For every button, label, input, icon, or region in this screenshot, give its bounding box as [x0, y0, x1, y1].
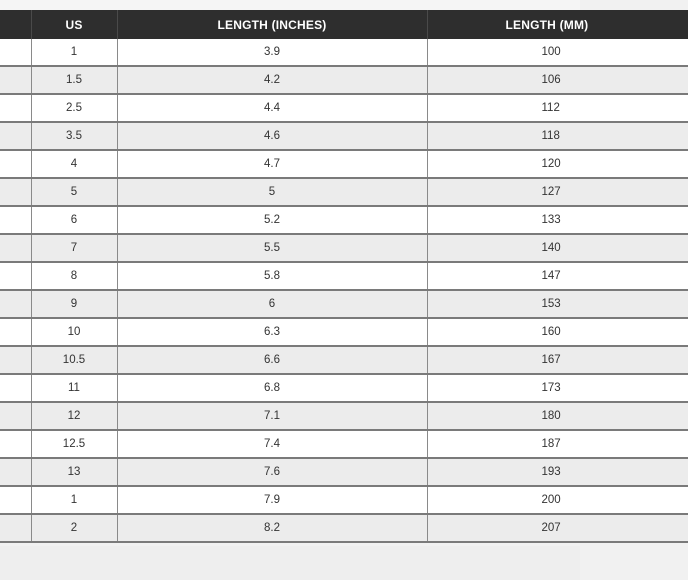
row-cell-size-cropped — [0, 514, 31, 542]
header-cell-size-cropped — [0, 10, 31, 39]
table-row — [0, 262, 688, 290]
row-cell-us: 1.5 — [31, 66, 117, 94]
size-table-viewport — [0, 10, 589, 546]
row-cell-length-mm: 133 — [427, 206, 688, 234]
row-cell-us: 9 — [31, 290, 117, 318]
table-row — [0, 150, 688, 178]
row-cell-length-mm: 118 — [427, 122, 688, 150]
row-cell-length-mm: 127 — [427, 178, 688, 206]
row-cell-us: 12 — [31, 402, 117, 430]
row-cell-length-mm: 106 — [427, 66, 688, 94]
header-row — [0, 10, 688, 39]
row-cell-size-cropped — [0, 39, 31, 66]
row-cell-length-inches: 6 — [117, 290, 427, 318]
row-cell-us: 2.5 — [31, 94, 117, 122]
table-row — [0, 402, 688, 430]
table-row — [0, 374, 688, 402]
row-cell-size-cropped — [0, 318, 31, 346]
row-cell-us: 5 — [31, 178, 117, 206]
row-cell-us: 4 — [31, 150, 117, 178]
table-row — [0, 514, 688, 542]
row-cell-length-mm: 173 — [427, 374, 688, 402]
header-length-mm: LENGTH (MM) — [427, 10, 688, 39]
row-cell-length-inches: 6.6 — [117, 346, 427, 374]
row-cell-us: 10 — [31, 318, 117, 346]
row-cell-length-inches: 5.8 — [117, 262, 427, 290]
row-cell-us: 13 — [31, 458, 117, 486]
row-cell-us: 10.5 — [31, 346, 117, 374]
table-row — [0, 39, 688, 66]
row-cell-length-inches: 7.9 — [117, 486, 427, 514]
table-row — [0, 458, 688, 486]
row-cell-size-cropped — [0, 346, 31, 374]
row-cell-size-cropped — [0, 94, 31, 122]
table-row — [0, 178, 688, 206]
row-cell-length-mm: 100 — [427, 39, 688, 66]
row-cell-length-mm: 160 — [427, 318, 688, 346]
row-cell-length-inches: 7.6 — [117, 458, 427, 486]
row-cell-us: 7 — [31, 234, 117, 262]
row-cell-us: 6 — [31, 206, 117, 234]
row-cell-length-inches: 4.6 — [117, 122, 427, 150]
table-row — [0, 94, 688, 122]
table-row — [0, 66, 688, 94]
row-cell-length-inches: 6.8 — [117, 374, 427, 402]
bottom-margin — [0, 546, 580, 580]
row-cell-us: 12.5 — [31, 430, 117, 458]
row-cell-length-mm: 180 — [427, 402, 688, 430]
table-row — [0, 430, 688, 458]
table-row — [0, 486, 688, 514]
row-cell-us: 11 — [31, 374, 117, 402]
header-us: US — [31, 10, 117, 39]
row-cell-size-cropped — [0, 66, 31, 94]
row-cell-length-mm: 167 — [427, 346, 688, 374]
table-row — [0, 122, 688, 150]
row-cell-size-cropped — [0, 178, 31, 206]
row-cell-length-mm: 140 — [427, 234, 688, 262]
row-cell-length-mm: 200 — [427, 486, 688, 514]
row-cell-us: 2 — [31, 514, 117, 542]
row-cell-length-mm: 120 — [427, 150, 688, 178]
header-length-inches: LENGTH (INCHES) — [117, 10, 427, 39]
row-cell-length-inches: 4.2 — [117, 66, 427, 94]
row-cell-size-cropped — [0, 206, 31, 234]
table-row — [0, 234, 688, 262]
row-cell-length-inches: 7.1 — [117, 402, 427, 430]
table-row — [0, 206, 688, 234]
row-cell-length-inches: 8.2 — [117, 514, 427, 542]
row-cell-length-mm: 153 — [427, 290, 688, 318]
row-cell-size-cropped — [0, 122, 31, 150]
size-table — [0, 10, 688, 543]
row-cell-length-inches: 5 — [117, 178, 427, 206]
row-cell-length-mm: 193 — [427, 458, 688, 486]
row-cell-size-cropped — [0, 262, 31, 290]
table-row — [0, 346, 688, 374]
table-row — [0, 318, 688, 346]
row-cell-size-cropped — [0, 150, 31, 178]
row-cell-us: 8 — [31, 262, 117, 290]
row-cell-length-inches: 3.9 — [117, 39, 427, 66]
row-cell-length-mm: 187 — [427, 430, 688, 458]
row-cell-size-cropped — [0, 290, 31, 318]
row-cell-length-inches: 4.7 — [117, 150, 427, 178]
row-cell-length-mm: 207 — [427, 514, 688, 542]
row-cell-length-inches: 5.2 — [117, 206, 427, 234]
row-cell-us: 3.5 — [31, 122, 117, 150]
row-cell-size-cropped — [0, 458, 31, 486]
row-cell-length-inches: 7.4 — [117, 430, 427, 458]
row-cell-us: 1 — [31, 39, 117, 66]
row-cell-length-mm: 112 — [427, 94, 688, 122]
row-cell-size-cropped — [0, 486, 31, 514]
row-cell-size-cropped — [0, 234, 31, 262]
row-cell-length-inches: 4.4 — [117, 94, 427, 122]
table-body — [0, 39, 688, 542]
row-cell-length-mm: 147 — [427, 262, 688, 290]
row-cell-size-cropped — [0, 374, 31, 402]
table-row — [0, 290, 688, 318]
row-cell-size-cropped — [0, 430, 31, 458]
row-cell-length-inches: 6.3 — [117, 318, 427, 346]
row-cell-length-inches: 5.5 — [117, 234, 427, 262]
row-cell-size-cropped — [0, 402, 31, 430]
row-cell-us: 1 — [31, 486, 117, 514]
top-margin — [0, 0, 580, 10]
